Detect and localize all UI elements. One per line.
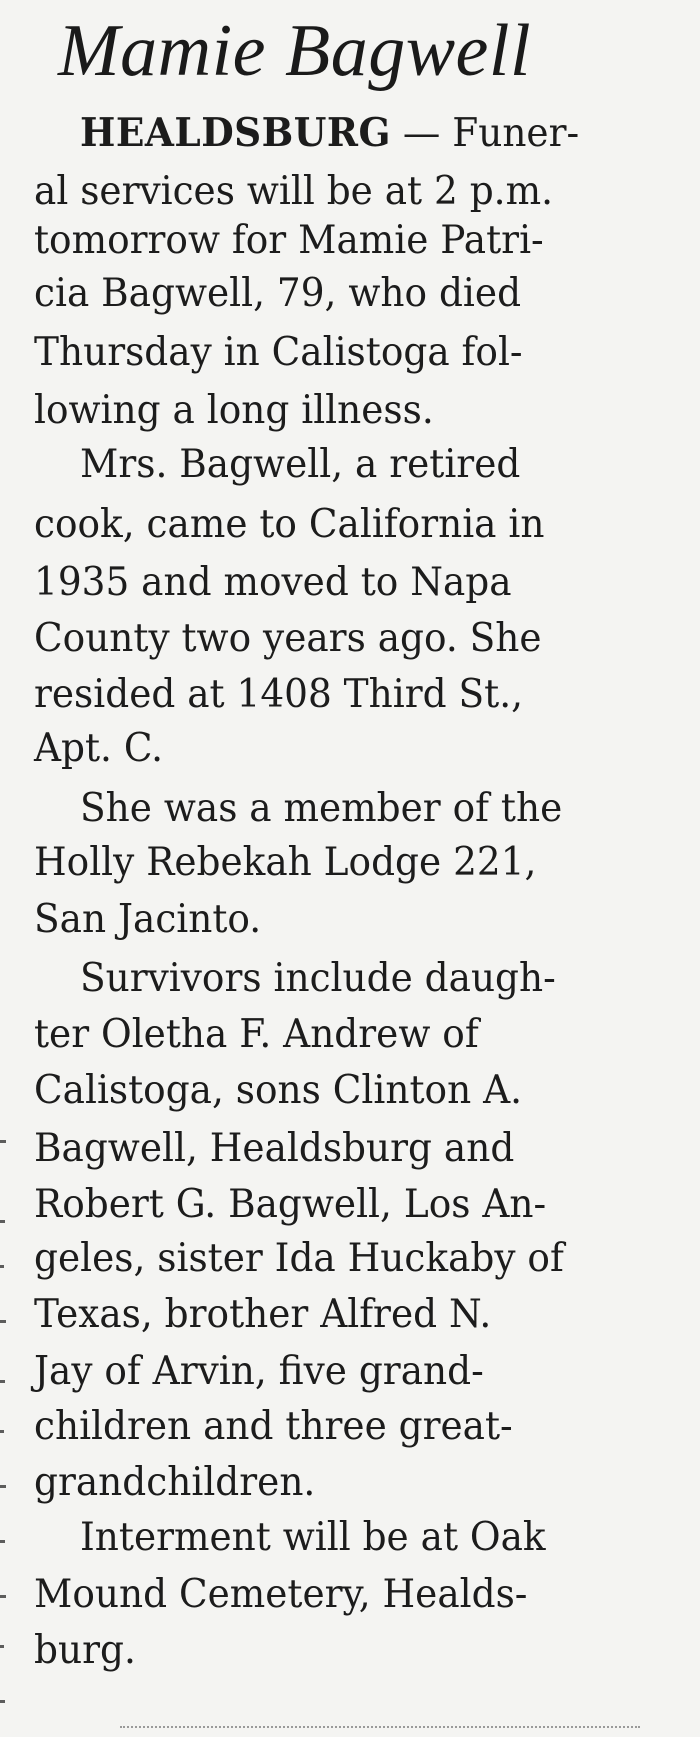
gutter-mark <box>0 1220 5 1223</box>
adjacent-column-edge <box>0 1140 14 1737</box>
body-line: resided at 1408 Third St., <box>34 672 524 717</box>
body-line: tomorrow for Mamie Patri- <box>34 218 544 263</box>
body-line: San Jacinto. <box>34 897 262 942</box>
body-line: Robert G. Bagwell, Los An- <box>34 1182 547 1227</box>
body-line: children and three great- <box>34 1404 513 1449</box>
paragraph-start-line: She was a member of the <box>80 786 563 831</box>
gutter-mark <box>0 1645 4 1648</box>
obituary-headline: Mamie Bagwell <box>58 10 532 92</box>
paragraph-start-line: Mrs. Bagwell, a retired <box>80 442 521 487</box>
body-line: Texas, brother Alfred N. <box>34 1292 492 1337</box>
gutter-mark <box>0 1700 5 1703</box>
dateline: HEALDSBURG <box>80 110 391 156</box>
body-line: Holly Rebekah Lodge 221, <box>34 840 537 885</box>
gutter-mark <box>0 1140 6 1143</box>
body-line: ter Oletha F. Andrew of <box>34 1012 479 1057</box>
body-line: al services will be at 2 p.m. <box>34 169 553 214</box>
body-line: Jay of Arvin, five grand- <box>34 1349 484 1394</box>
body-line: Thursday in Calistoga fol- <box>34 330 523 375</box>
bottom-edge-rule <box>120 1726 640 1729</box>
body-line: Apt. C. <box>34 726 164 771</box>
gutter-mark <box>0 1595 6 1598</box>
body-line: geles, sister Ida Huckaby of <box>34 1236 564 1281</box>
gutter-mark <box>0 1265 4 1268</box>
body-line: 1935 and moved to Napa <box>34 560 512 605</box>
body-line: Bagwell, Healdsburg and <box>34 1126 515 1171</box>
gutter-mark <box>0 1320 6 1323</box>
paragraph-start-line: Survivors include daugh- <box>80 956 556 1001</box>
dateline-line <box>80 108 579 159</box>
gutter-mark <box>0 1540 5 1543</box>
body-line: cia Bagwell, 79, who died <box>34 271 522 316</box>
body-line: burg. <box>34 1628 136 1673</box>
gutter-mark <box>0 1430 4 1433</box>
body-line: Calistoga, sons Clinton A. <box>34 1068 523 1113</box>
body-line: lowing a long illness. <box>34 388 434 433</box>
body-line: cook, came to California in <box>34 502 545 547</box>
gutter-mark <box>0 1380 5 1383</box>
body-line: — Funer- <box>402 111 580 156</box>
body-line: grandchildren. <box>34 1460 316 1505</box>
body-line: County two years ago. She <box>34 616 542 661</box>
gutter-mark <box>0 1485 6 1488</box>
body-line: Mound Cemetery, Healds- <box>34 1572 528 1617</box>
paragraph-start-line: Interment will be at Oak <box>80 1515 546 1560</box>
